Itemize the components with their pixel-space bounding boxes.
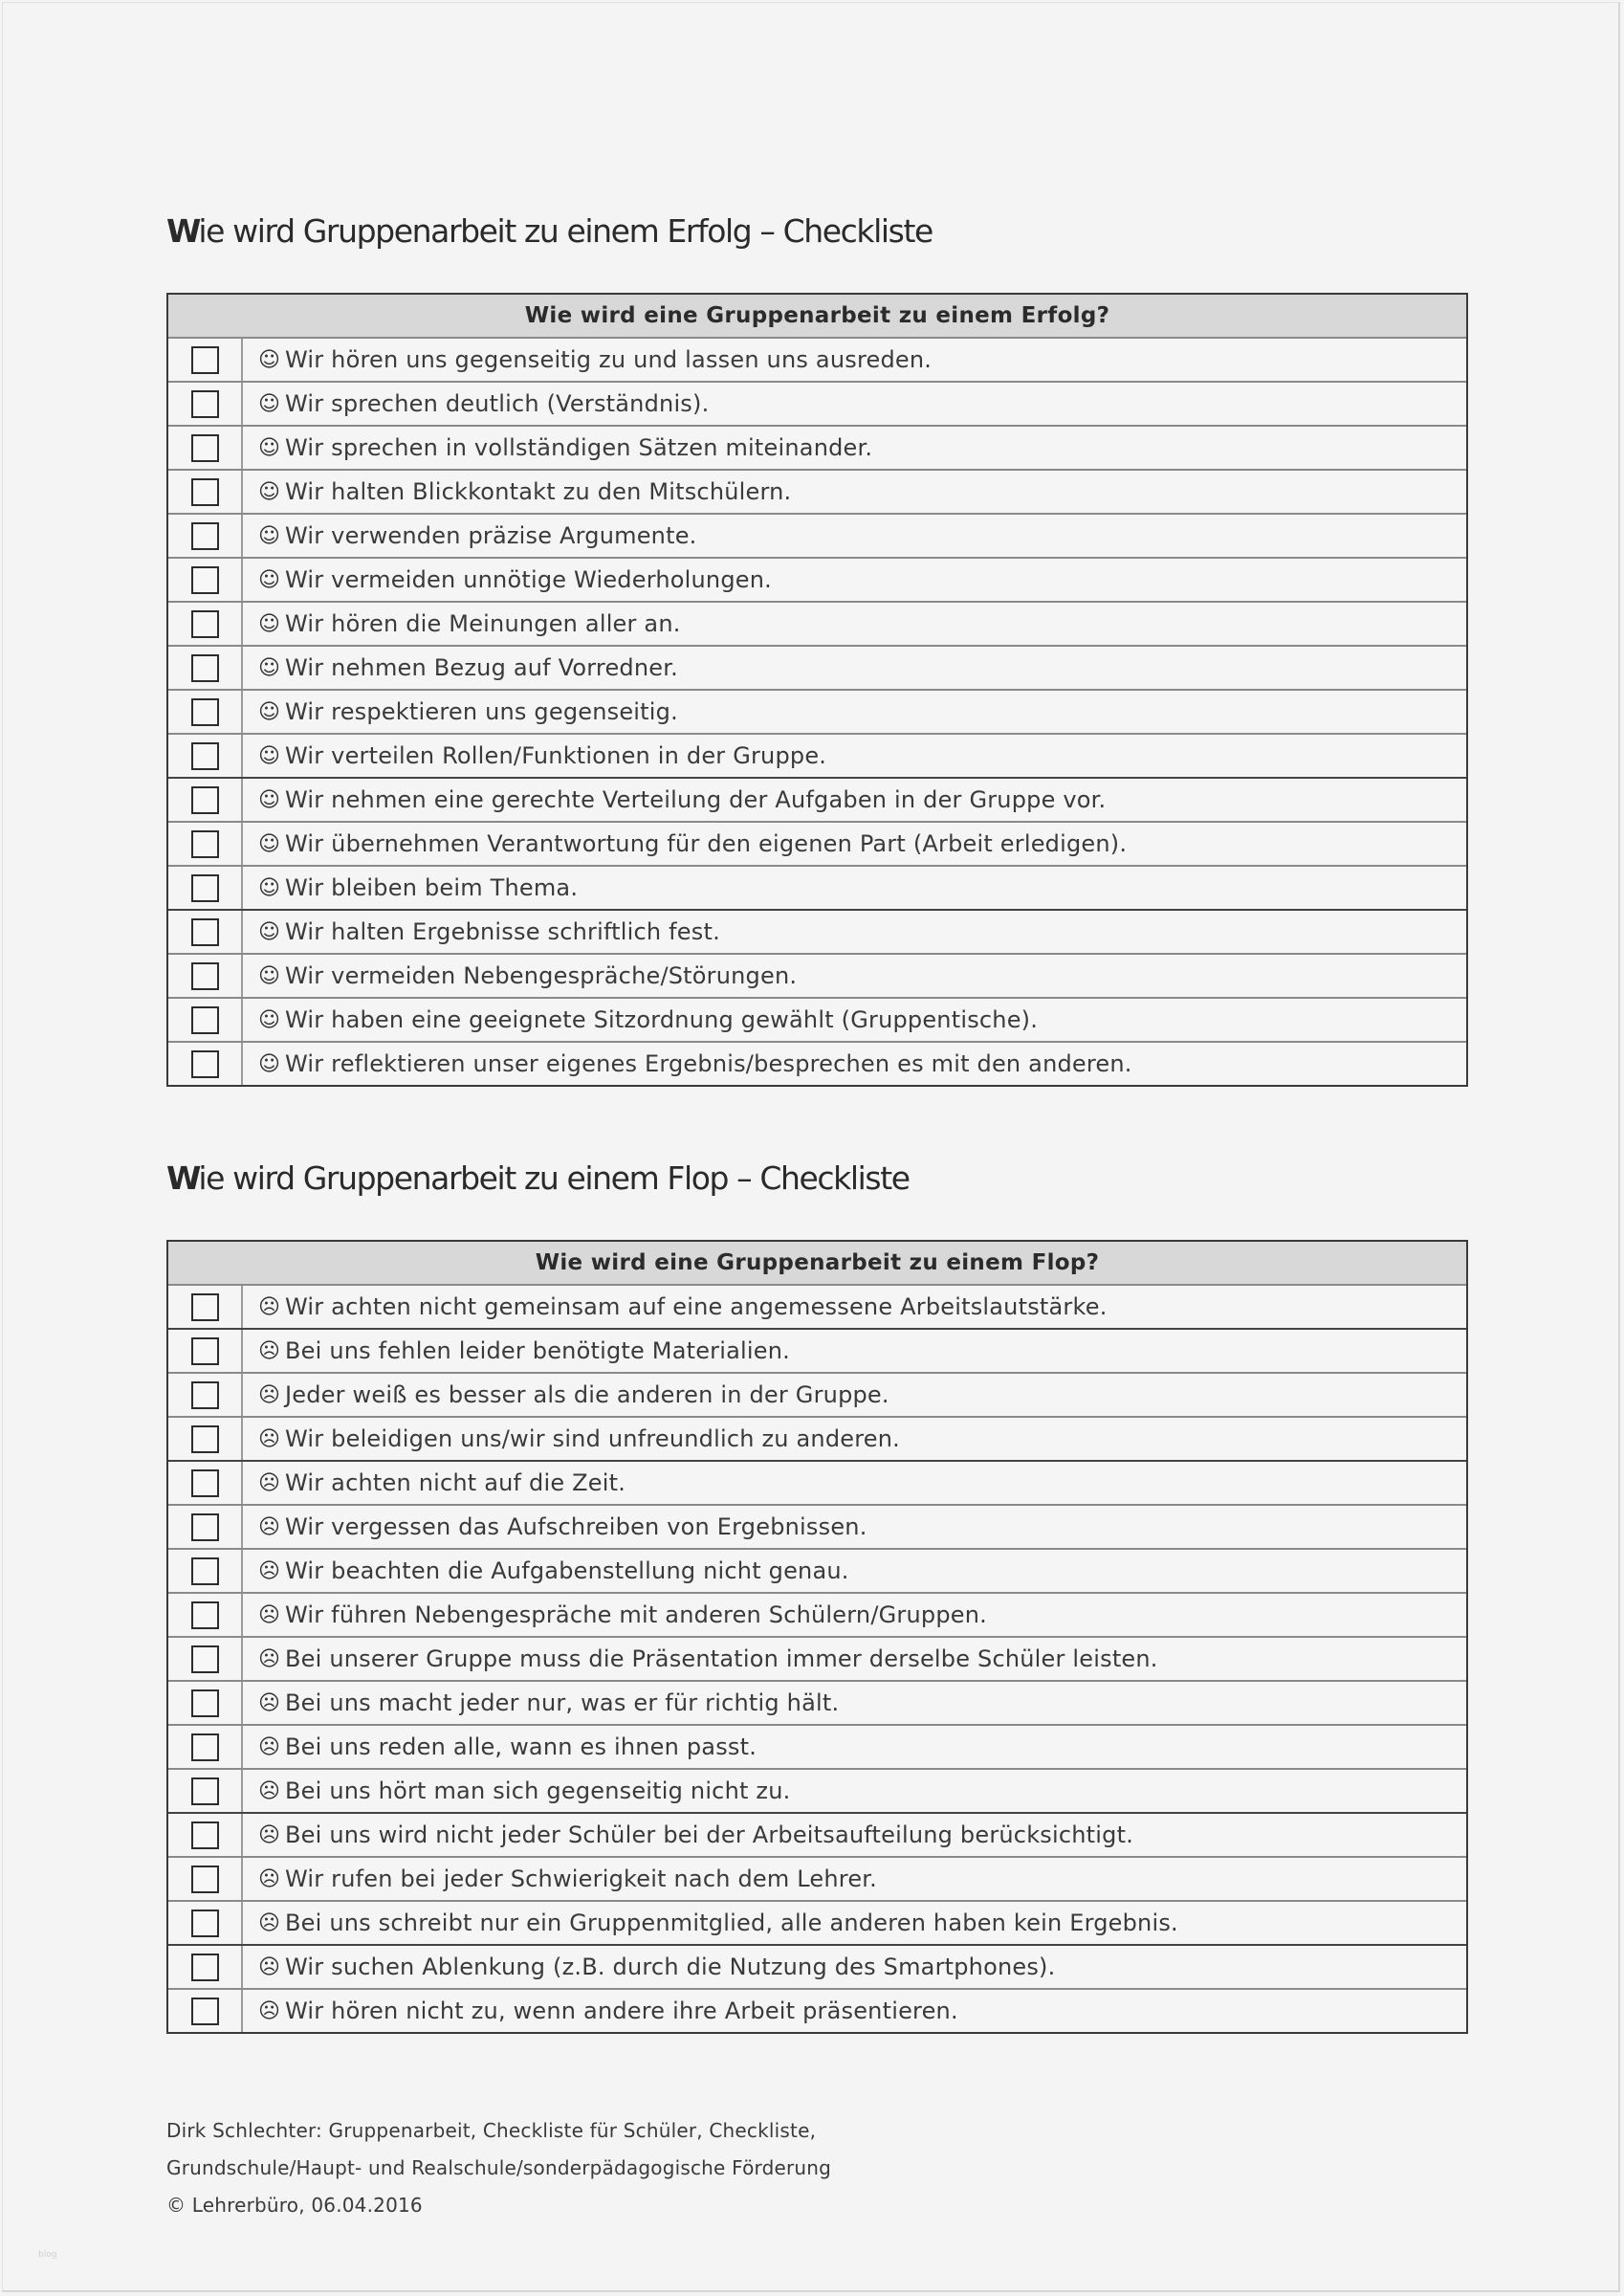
frowning-face-icon: ☹ bbox=[258, 1558, 281, 1583]
item-label: Wir hören nicht zu, wenn andere ihre Arbeit präsentieren. bbox=[285, 1998, 958, 2024]
frowning-face-icon: ☹ bbox=[258, 1866, 281, 1891]
checkbox-cell bbox=[168, 1462, 243, 1504]
checkbox[interactable] bbox=[191, 566, 219, 594]
success-checklist-row bbox=[168, 557, 1466, 601]
item-text-cell bbox=[243, 647, 1466, 689]
checkbox[interactable] bbox=[191, 1006, 219, 1034]
success-checklist-row bbox=[168, 953, 1466, 997]
item-label: Wir rufen bei jeder Schwierigkeit nach dem Lehrer. bbox=[285, 1866, 877, 1892]
item-text-cell bbox=[243, 691, 1466, 733]
item-text-cell bbox=[243, 1638, 1466, 1680]
item-text-cell bbox=[243, 559, 1466, 601]
item-label: Bei uns wird nicht jeder Schüler bei der Arbeitsaufteilung berücksichtigt. bbox=[285, 1821, 1134, 1848]
item-label: Wir respektieren uns gegenseitig. bbox=[285, 698, 678, 725]
item-label: Wir achten nicht gemeinsam auf eine angemessene Arbeitslautstärke. bbox=[285, 1293, 1108, 1320]
flop-checklist-row bbox=[168, 1636, 1466, 1680]
flop-checklist-row bbox=[168, 1372, 1466, 1416]
item-text-cell bbox=[243, 1814, 1466, 1856]
success-checklist-row bbox=[168, 909, 1466, 953]
checkbox-cell bbox=[168, 1638, 243, 1680]
item-label: Wir nehmen eine gerechte Verteilung der Aufgaben in der Gruppe vor. bbox=[285, 786, 1107, 813]
item-label: Wir bleiben beim Thema. bbox=[285, 874, 579, 901]
item-text-cell bbox=[243, 1550, 1466, 1592]
smiley-face-icon: ☺ bbox=[258, 699, 281, 724]
checkbox-cell bbox=[168, 1043, 243, 1085]
item-text-cell bbox=[243, 515, 1466, 557]
flop-checklist-row bbox=[168, 1856, 1466, 1900]
checkbox[interactable] bbox=[191, 742, 219, 770]
success-section-title bbox=[166, 212, 933, 250]
item-label: Wir übernehmen Verantwortung für den eigenen Part (Arbeit erledigen). bbox=[285, 830, 1128, 857]
flop-checklist-row bbox=[168, 1680, 1466, 1724]
checkbox-cell bbox=[168, 1858, 243, 1900]
checkbox-cell bbox=[168, 383, 243, 425]
flop-checklist-row bbox=[168, 1460, 1466, 1504]
checkbox-cell bbox=[168, 559, 243, 601]
item-text-cell bbox=[243, 1726, 1466, 1768]
item-label: Wir verwenden präzise Argumente. bbox=[285, 522, 697, 549]
success-checklist-row bbox=[168, 821, 1466, 865]
success-checklist-row bbox=[168, 777, 1466, 821]
checkbox-cell bbox=[168, 647, 243, 689]
checkbox-cell bbox=[168, 1682, 243, 1724]
checkbox-cell bbox=[168, 1550, 243, 1592]
title-initial: W bbox=[166, 212, 199, 250]
frowning-face-icon: ☹ bbox=[258, 1954, 281, 1979]
checkbox[interactable] bbox=[191, 1910, 219, 1937]
checkbox[interactable] bbox=[191, 1425, 219, 1453]
item-label: Bei uns macht jeder nur, was er für richtig hält. bbox=[285, 1689, 840, 1716]
footer-line-school-types: Grundschule/Haupt- und Realschule/sonderpädagogische Förderung bbox=[166, 2156, 832, 2179]
flop-checklist-row bbox=[168, 1944, 1466, 1988]
smiley-face-icon: ☺ bbox=[258, 567, 281, 592]
checkbox-cell bbox=[168, 867, 243, 909]
checkbox[interactable] bbox=[191, 1645, 219, 1673]
smiley-face-icon: ☺ bbox=[258, 1007, 281, 1032]
smiley-face-icon: ☺ bbox=[258, 1051, 281, 1076]
checkbox-cell bbox=[168, 339, 243, 381]
checkbox-cell bbox=[168, 1506, 243, 1548]
checkbox[interactable] bbox=[191, 786, 219, 814]
item-text-cell bbox=[243, 1418, 1466, 1460]
checkbox-cell bbox=[168, 1990, 243, 2032]
item-text-cell bbox=[243, 1594, 1466, 1636]
item-label: Bei unserer Gruppe muss die Präsentation immer derselbe Schüler leisten. bbox=[285, 1645, 1158, 1672]
item-label: Wir beleidigen uns/wir sind unfreundlich zu anderen. bbox=[285, 1425, 900, 1452]
checkbox[interactable] bbox=[191, 1733, 219, 1761]
flop-checklist-row bbox=[168, 1768, 1466, 1812]
item-text-cell bbox=[243, 1506, 1466, 1548]
item-label: Wir vergessen das Aufschreiben von Ergebnissen. bbox=[285, 1513, 867, 1540]
smiley-face-icon: ☺ bbox=[258, 479, 281, 504]
item-label: Bei uns fehlen leider benötigte Materialien. bbox=[285, 1337, 790, 1364]
flop-checklist-row bbox=[168, 1328, 1466, 1372]
checkbox-cell bbox=[168, 1814, 243, 1856]
frowning-face-icon: ☹ bbox=[258, 1646, 281, 1671]
checkbox[interactable] bbox=[191, 918, 219, 946]
smiley-face-icon: ☺ bbox=[258, 435, 281, 460]
item-text-cell bbox=[243, 383, 1466, 425]
checkbox-cell bbox=[168, 603, 243, 645]
item-text-cell bbox=[243, 603, 1466, 645]
frowning-face-icon: ☹ bbox=[258, 1998, 281, 2023]
checkbox[interactable] bbox=[191, 1866, 219, 1893]
success-checklist-row bbox=[168, 425, 1466, 469]
item-label: Jeder weiß es besser als die anderen in der Gruppe. bbox=[285, 1381, 889, 1408]
checkbox-cell bbox=[168, 1418, 243, 1460]
success-checklist-row bbox=[168, 645, 1466, 689]
title-text: ie wird Gruppenarbeit zu einem Flop – Checkliste bbox=[198, 1159, 910, 1197]
smiley-face-icon: ☺ bbox=[258, 391, 281, 416]
frowning-face-icon: ☹ bbox=[258, 1778, 281, 1803]
item-label: Wir halten Ergebnisse schriftlich fest. bbox=[285, 918, 720, 945]
frowning-face-icon: ☹ bbox=[258, 1470, 281, 1495]
success-checklist-row bbox=[168, 733, 1466, 777]
flop-checklist-row bbox=[168, 1548, 1466, 1592]
item-label: Wir reflektieren unser eigenes Ergebnis/besprechen es mit den anderen. bbox=[285, 1050, 1132, 1077]
success-checklist-row bbox=[168, 469, 1466, 513]
item-label: Wir führen Nebengespräche mit anderen Schülern/Gruppen. bbox=[285, 1601, 987, 1628]
success-checklist-row bbox=[168, 865, 1466, 909]
title-text: ie wird Gruppenarbeit zu einem Erfolg – Checkliste bbox=[198, 212, 933, 250]
success-checklist-row bbox=[168, 381, 1466, 425]
checkbox-cell bbox=[168, 427, 243, 469]
checkbox[interactable] bbox=[191, 1998, 219, 2025]
checkbox-cell bbox=[168, 471, 243, 513]
item-text-cell bbox=[243, 471, 1466, 513]
checkbox[interactable] bbox=[191, 1381, 219, 1409]
item-label: Wir halten Blickkontakt zu den Mitschülern. bbox=[285, 478, 792, 505]
checkbox-cell bbox=[168, 735, 243, 777]
checkbox[interactable] bbox=[191, 1601, 219, 1629]
checkbox[interactable] bbox=[191, 654, 219, 682]
item-text-cell bbox=[243, 1858, 1466, 1900]
item-text-cell bbox=[243, 1330, 1466, 1372]
smiley-face-icon: ☺ bbox=[258, 787, 281, 812]
smiley-face-icon: ☺ bbox=[258, 743, 281, 768]
frowning-face-icon: ☹ bbox=[258, 1910, 281, 1935]
item-text-cell bbox=[243, 999, 1466, 1041]
frowning-face-icon: ☹ bbox=[258, 1514, 281, 1539]
checkbox-cell bbox=[168, 1286, 243, 1328]
success-checklist-row bbox=[168, 339, 1466, 381]
footer-line-copyright: © Lehrerbüro, 06.04.2016 bbox=[166, 2194, 423, 2217]
smiley-face-icon: ☺ bbox=[258, 523, 281, 548]
item-label: Wir suchen Ablenkung (z.B. durch die Nutzung des Smartphones). bbox=[285, 1954, 1056, 1980]
item-label: Bei uns schreibt nur ein Gruppenmitglied, alle anderen haben kein Ergebnis. bbox=[285, 1910, 1178, 1936]
checkbox-cell bbox=[168, 515, 243, 557]
checkbox[interactable] bbox=[191, 1050, 219, 1078]
item-text-cell bbox=[243, 1990, 1466, 2032]
item-text-cell bbox=[243, 1462, 1466, 1504]
checkbox[interactable] bbox=[191, 1954, 219, 1981]
item-text-cell bbox=[243, 911, 1466, 953]
success-checklist-row bbox=[168, 689, 1466, 733]
flop-table-header: Wie wird eine Gruppenarbeit zu einem Flop? bbox=[168, 1242, 1466, 1286]
checkbox[interactable] bbox=[191, 1777, 219, 1805]
checkbox[interactable] bbox=[191, 830, 219, 858]
item-text-cell bbox=[243, 779, 1466, 821]
item-label: Bei uns reden alle, wann es ihnen passt. bbox=[285, 1733, 757, 1760]
item-text-cell bbox=[243, 1946, 1466, 1988]
flop-checklist-row bbox=[168, 1900, 1466, 1944]
success-checklist-row bbox=[168, 997, 1466, 1041]
flop-checklist-row bbox=[168, 1504, 1466, 1548]
checkbox[interactable] bbox=[191, 434, 219, 462]
item-label: Wir achten nicht auf die Zeit. bbox=[285, 1469, 626, 1496]
item-label: Wir vermeiden Nebengespräche/Störungen. bbox=[285, 962, 798, 989]
item-text-cell bbox=[243, 1286, 1466, 1328]
smiley-face-icon: ☺ bbox=[258, 347, 281, 372]
smiley-face-icon: ☺ bbox=[258, 831, 281, 856]
smiley-face-icon: ☺ bbox=[258, 919, 281, 944]
frowning-face-icon: ☹ bbox=[258, 1602, 281, 1627]
frowning-face-icon: ☹ bbox=[258, 1294, 281, 1319]
success-checklist-row bbox=[168, 601, 1466, 645]
checkbox-cell bbox=[168, 911, 243, 953]
checkbox[interactable] bbox=[191, 874, 219, 902]
checkbox[interactable] bbox=[191, 1821, 219, 1849]
item-label: Wir beachten die Aufgabenstellung nicht genau. bbox=[285, 1557, 849, 1584]
frowning-face-icon: ☹ bbox=[258, 1690, 281, 1715]
checkbox[interactable] bbox=[191, 390, 219, 418]
checkbox[interactable] bbox=[191, 1293, 219, 1321]
success-rows bbox=[168, 339, 1466, 1085]
flop-checklist-row bbox=[168, 1592, 1466, 1636]
item-text-cell bbox=[243, 1682, 1466, 1724]
success-checklist-table bbox=[166, 293, 1468, 1087]
checkbox-cell bbox=[168, 1902, 243, 1944]
flop-checklist-row bbox=[168, 1812, 1466, 1856]
checkbox-cell bbox=[168, 1330, 243, 1372]
flop-section-title bbox=[166, 1159, 910, 1197]
item-label: Wir sprechen deutlich (Verständnis). bbox=[285, 390, 710, 417]
checkbox[interactable] bbox=[191, 1513, 219, 1541]
item-text-cell bbox=[243, 823, 1466, 865]
corner-watermark: blog bbox=[38, 2250, 57, 2260]
flop-checklist-row bbox=[168, 1416, 1466, 1460]
item-text-cell bbox=[243, 735, 1466, 777]
smiley-face-icon: ☺ bbox=[258, 875, 281, 900]
item-label: Wir vermeiden unnötige Wiederholungen. bbox=[285, 566, 772, 593]
item-label: Wir sprechen in vollständigen Sätzen miteinander. bbox=[285, 434, 873, 461]
smiley-face-icon: ☺ bbox=[258, 611, 281, 636]
item-text-cell bbox=[243, 339, 1466, 381]
item-label: Wir nehmen Bezug auf Vorredner. bbox=[285, 654, 678, 681]
checkbox[interactable] bbox=[191, 522, 219, 550]
checkbox-cell bbox=[168, 1374, 243, 1416]
flop-rows bbox=[168, 1286, 1466, 2032]
frowning-face-icon: ☹ bbox=[258, 1338, 281, 1363]
checkbox[interactable] bbox=[191, 1689, 219, 1717]
success-checklist-row bbox=[168, 513, 1466, 557]
checkbox-cell bbox=[168, 691, 243, 733]
frowning-face-icon: ☹ bbox=[258, 1382, 281, 1407]
frowning-face-icon: ☹ bbox=[258, 1734, 281, 1759]
checkbox[interactable] bbox=[191, 698, 219, 726]
flop-checklist-table bbox=[166, 1240, 1468, 2034]
item-label: Wir hören uns gegenseitig zu und lassen uns ausreden. bbox=[285, 346, 933, 373]
item-text-cell bbox=[243, 1043, 1466, 1085]
item-text-cell bbox=[243, 427, 1466, 469]
item-label: Wir hören die Meinungen aller an. bbox=[285, 610, 681, 637]
checkbox-cell bbox=[168, 1726, 243, 1768]
footer-citation bbox=[166, 2112, 831, 2224]
checkbox[interactable] bbox=[191, 1337, 219, 1365]
title-initial: W bbox=[166, 1159, 199, 1197]
checkbox-cell bbox=[168, 779, 243, 821]
checkbox[interactable] bbox=[191, 962, 219, 990]
smiley-face-icon: ☺ bbox=[258, 655, 281, 680]
checkbox-cell bbox=[168, 999, 243, 1041]
checkbox[interactable] bbox=[191, 1469, 219, 1497]
checkbox-cell bbox=[168, 1946, 243, 1988]
checkbox-cell bbox=[168, 1770, 243, 1812]
checkbox-cell bbox=[168, 955, 243, 997]
flop-checklist-row bbox=[168, 1286, 1466, 1328]
item-text-cell bbox=[243, 955, 1466, 997]
success-checklist-row bbox=[168, 1041, 1466, 1085]
item-text-cell bbox=[243, 1902, 1466, 1944]
checkbox[interactable] bbox=[191, 478, 219, 506]
checkbox[interactable] bbox=[191, 610, 219, 638]
smiley-face-icon: ☺ bbox=[258, 963, 281, 988]
footer-line-author: Dirk Schlechter: Gruppenarbeit, Checkliste für Schüler, Checkliste, bbox=[166, 2119, 817, 2142]
success-table-header: Wie wird eine Gruppenarbeit zu einem Erfolg? bbox=[168, 295, 1466, 339]
frowning-face-icon: ☹ bbox=[258, 1822, 281, 1847]
item-text-cell bbox=[243, 1770, 1466, 1812]
item-label: Bei uns hört man sich gegenseitig nicht zu. bbox=[285, 1777, 791, 1804]
checkbox-cell bbox=[168, 823, 243, 865]
item-text-cell bbox=[243, 867, 1466, 909]
flop-checklist-row bbox=[168, 1988, 1466, 2032]
frowning-face-icon: ☹ bbox=[258, 1426, 281, 1451]
checkbox-cell bbox=[168, 1594, 243, 1636]
item-text-cell bbox=[243, 1374, 1466, 1416]
flop-checklist-row bbox=[168, 1724, 1466, 1768]
item-label: Wir haben eine geeignete Sitzordnung gewählt (Gruppentische). bbox=[285, 1006, 1039, 1033]
checkbox[interactable] bbox=[191, 1557, 219, 1585]
checkbox[interactable] bbox=[191, 346, 219, 374]
item-label: Wir verteilen Rollen/Funktionen in der Gruppe. bbox=[285, 742, 827, 769]
